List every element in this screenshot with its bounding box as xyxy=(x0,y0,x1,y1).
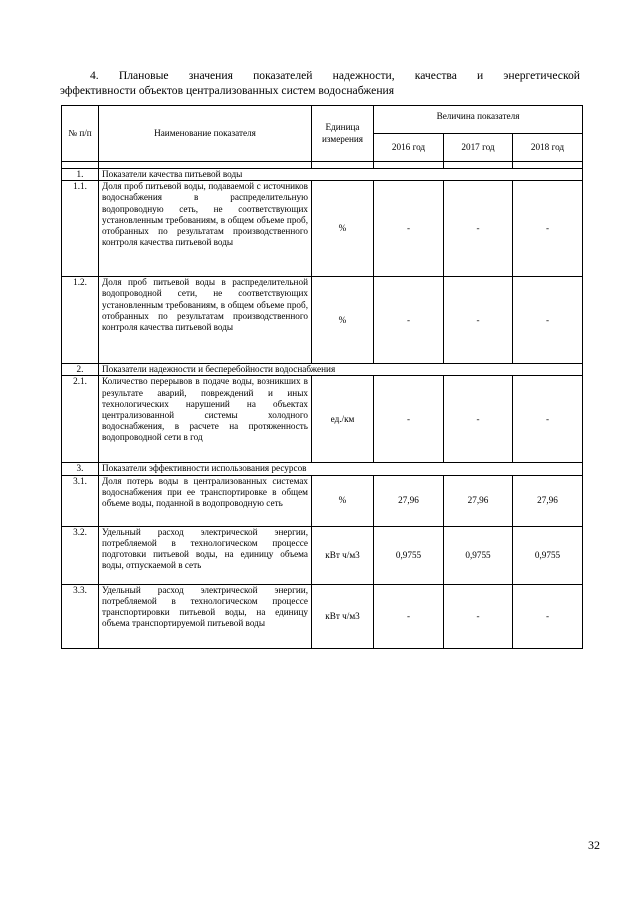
row-unit: % xyxy=(312,475,374,526)
row-value-2017: 0,9755 xyxy=(444,526,513,584)
row-name: Доля проб питьевой воды в распределительной водопроводной сети, не соответствующих установленным требованиям, в общем объеме проб, отобранных по результатам производственного контроля качества питьевой воды xyxy=(99,277,312,364)
row-value-2017: - xyxy=(444,376,513,463)
indicators-table xyxy=(61,105,583,649)
row-name: Доля потерь воды в централизованных системах водоснабжения при ее транспортировке в общем объеме воды, поданной в водопроводную сеть xyxy=(99,475,312,526)
row-unit: ед./км xyxy=(312,376,374,463)
header-name: Наименование показателя xyxy=(99,106,312,162)
row-value-2018: - xyxy=(513,277,583,364)
row-value-2017: 27,96 xyxy=(444,475,513,526)
section-title: Показатели надежности и бесперебойности водоснабжения xyxy=(99,364,583,376)
section-num: 2. xyxy=(62,364,99,376)
row-value-2018: - xyxy=(513,181,583,277)
table-row xyxy=(62,475,583,526)
header-year-2018: 2018 год xyxy=(513,134,583,162)
section-num: 3. xyxy=(62,463,99,475)
row-unit: % xyxy=(312,181,374,277)
header-value: Величина показателя xyxy=(374,106,583,134)
section-row xyxy=(62,364,583,376)
row-num: 2.1. xyxy=(62,376,99,463)
section-num: 1. xyxy=(62,169,99,181)
row-value-2018: 27,96 xyxy=(513,475,583,526)
row-unit: кВт ч/м3 xyxy=(312,584,374,648)
table-row xyxy=(62,584,583,648)
row-unit: % xyxy=(312,277,374,364)
row-name: Количество перерывов в подаче воды, возникших в результате аварий, повреждений и иных технологических нарушений на объектах централизованной системы холодного водоснабжения, в расчете на протяженность водопроводной сети в год xyxy=(99,376,312,463)
row-num: 1.1. xyxy=(62,181,99,277)
row-value-2016: - xyxy=(374,181,444,277)
row-num: 1.2. xyxy=(62,277,99,364)
table-row xyxy=(62,277,583,364)
header-num: № п/п xyxy=(62,106,99,162)
row-value-2018: - xyxy=(513,376,583,463)
table-row xyxy=(62,181,583,277)
row-value-2018: 0,9755 xyxy=(513,526,583,584)
row-value-2016: - xyxy=(374,277,444,364)
row-num: 3.1. xyxy=(62,475,99,526)
row-name: Доля проб питьевой воды, подаваемой с источников водоснабжения в распределительную водопроводную сеть, не соответствующих установленным требованиям, в общем объеме проб, отобранных по результатам производственного контроля качества питьевой воды xyxy=(99,181,312,277)
row-name: Удельный расход электрической энергии, потребляемой в технологическом процессе подготовки питьевой воды, на единицу объема воды, отпускаемой в сеть xyxy=(99,526,312,584)
header-year-2016: 2016 год xyxy=(374,134,444,162)
heading-line-1: 4. Плановые значения показателей надежности, качества и энергетической xyxy=(90,69,580,82)
row-value-2016: 0,9755 xyxy=(374,526,444,584)
header-year-2017: 2017 год xyxy=(444,134,513,162)
row-num: 3.3. xyxy=(62,584,99,648)
row-num: 3.2. xyxy=(62,526,99,584)
row-value-2016: 27,96 xyxy=(374,475,444,526)
table-row xyxy=(62,376,583,463)
row-name: Удельный расход электрической энергии, потребляемой в технологическом процессе транспортировки питьевой воды, на единицу объема транспортируемой питьевой воды xyxy=(99,584,312,648)
row-value-2017: - xyxy=(444,584,513,648)
page-number: 32 xyxy=(588,838,600,852)
section-heading xyxy=(60,68,580,98)
section-title: Показатели качества питьевой воды xyxy=(99,169,583,181)
section-title: Показатели эффективности использования ресурсов xyxy=(99,463,583,475)
heading-line-2: эффективности объектов централизованных систем водоснабжения xyxy=(60,84,395,97)
row-unit: кВт ч/м3 xyxy=(312,526,374,584)
row-value-2016: - xyxy=(374,584,444,648)
row-value-2018: - xyxy=(513,584,583,648)
section-row xyxy=(62,169,583,181)
row-value-2017: - xyxy=(444,181,513,277)
row-value-2017: - xyxy=(444,277,513,364)
row-value-2016: - xyxy=(374,376,444,463)
header-unit: Единица измерения xyxy=(312,106,374,162)
table-row xyxy=(62,526,583,584)
section-row xyxy=(62,463,583,475)
